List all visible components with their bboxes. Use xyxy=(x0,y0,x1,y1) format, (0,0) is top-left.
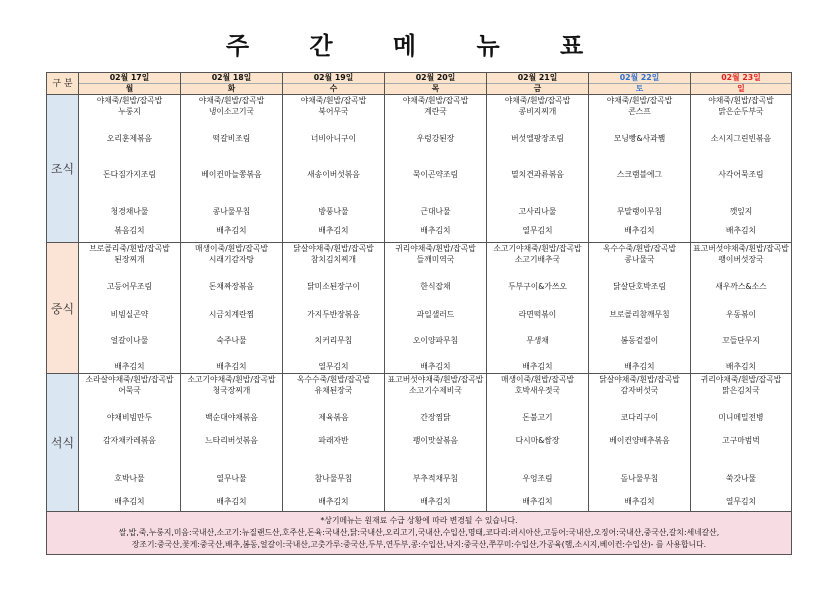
menu-item: 떡갈비조림 xyxy=(212,134,251,143)
menu-item: 방풍나물 xyxy=(318,207,349,216)
menu-item: 야채죽/흰밥/잡곡밥 xyxy=(96,96,163,105)
menu-item: 라면떡볶이 xyxy=(518,310,557,319)
menu-item: 배추김치 xyxy=(420,226,451,235)
menu-cell xyxy=(283,374,385,512)
menu-item: 야채죽/흰밥/잡곡밥 xyxy=(708,96,774,105)
menu-item: 귀리야채죽/흰밥/잡곡밥 xyxy=(700,375,782,384)
day-header-5 xyxy=(589,73,691,95)
menu-item: 소고기수제비국 xyxy=(409,386,462,395)
menu-item: 제육볶음 xyxy=(318,413,349,422)
day-date: 02월 19일 xyxy=(313,73,354,82)
menu-item: 무생채 xyxy=(526,336,549,345)
menu-item: 귀리야채죽/흰밥/잡곡밥 xyxy=(395,244,476,253)
menu-item: 쑥갓나물 xyxy=(725,474,757,483)
menu-cell xyxy=(589,95,691,243)
menu-item: 가지두반장볶음 xyxy=(307,310,360,319)
menu-item: 배추김치 xyxy=(420,362,451,371)
menu-item: 배추김치 xyxy=(624,226,655,235)
menu-item: 한식잡채 xyxy=(420,282,451,291)
menu-item: 청경채나물 xyxy=(110,207,149,216)
day-of-week: 목 xyxy=(385,83,486,94)
menu-item: 새우까스&소스 xyxy=(715,282,767,291)
menu-cell xyxy=(691,374,792,512)
day-date: 02월 18일 xyxy=(211,73,252,82)
menu-item: 브로콜리참깨무침 xyxy=(609,310,670,319)
menu-item: 돈불고기 xyxy=(522,413,553,422)
menu-item: 냉이소고기국 xyxy=(208,107,255,116)
menu-cell xyxy=(487,374,589,512)
menu-item: 비빔실곤약 xyxy=(110,310,149,319)
menu-item: 배추김치 xyxy=(522,362,553,371)
menu-item: 버섯엘팡장조림 xyxy=(511,134,564,143)
menu-item: 봄동겉절이 xyxy=(620,336,659,345)
menu-cell xyxy=(385,243,487,374)
menu-item: 소라살야채죽/흰밥/잡곡밥 xyxy=(85,375,174,384)
menu-item: 청국장찌개 xyxy=(212,386,251,395)
menu-item: 모닝빵&사과쨈 xyxy=(613,134,666,143)
menu-cell xyxy=(283,95,385,243)
menu-item: 돌나물무침 xyxy=(620,474,659,483)
menu-item: 코다리구이 xyxy=(620,413,659,422)
menu-item: 표고버섯야채죽/흰밥/잡곡밥 xyxy=(387,375,484,384)
menu-item: 배추김치 xyxy=(114,362,145,371)
menu-item: 열무나물 xyxy=(216,474,247,483)
day-date: 02월 22일 xyxy=(619,73,660,82)
menu-item: 배추김치 xyxy=(624,497,655,506)
menu-item: 돈다짐가지조림 xyxy=(103,170,156,179)
day-of-week: 화 xyxy=(181,83,282,94)
menu-item: 어묵국 xyxy=(118,386,141,395)
footer-note xyxy=(47,512,792,555)
menu-item: 배추김치 xyxy=(420,497,451,506)
menu-item: 배추김치 xyxy=(725,362,757,371)
menu-item: 열무김치 xyxy=(318,362,349,371)
menu-item: 야채죽/흰밥/잡곡밥 xyxy=(198,96,265,105)
menu-item: 매생이죽/흰밥/잡곡밥 xyxy=(194,244,269,253)
day-header-2 xyxy=(283,73,385,95)
menu-item: 콩나물무침 xyxy=(212,207,251,216)
footer-line-1: *상기메뉴는 원재료 수급 상황에 따라 변경될 수 있습니다. xyxy=(320,516,518,525)
day-header-4 xyxy=(487,73,589,95)
menu-cell xyxy=(691,95,792,243)
meal-row-2 xyxy=(47,374,792,512)
menu-item: 배추김치 xyxy=(216,362,247,371)
menu-item: 감자버섯국 xyxy=(620,386,659,395)
menu-item: 미니메밀전병 xyxy=(718,413,764,422)
menu-item: 배추김치 xyxy=(216,497,247,506)
day-of-week: 일 xyxy=(691,83,791,94)
meal-label: 석식 xyxy=(47,374,79,512)
menu-cell xyxy=(385,95,487,243)
menu-cell xyxy=(181,95,283,243)
day-of-week: 금 xyxy=(487,83,588,94)
menu-item: 소고기야채죽/흰밥/잡곡밥 xyxy=(187,375,276,384)
menu-item: 배추김치 xyxy=(624,362,655,371)
menu-item: 다시마&쌈장 xyxy=(515,436,560,445)
meal-label: 중식 xyxy=(47,243,79,374)
menu-item: 브로콜리죽/흰밥/잡곡밥 xyxy=(89,244,170,253)
menu-item: 계란국 xyxy=(424,107,447,116)
menu-item: 백순대야채볶음 xyxy=(205,413,258,422)
menu-item: 너비아니구이 xyxy=(310,134,357,143)
header-row xyxy=(47,73,792,95)
menu-item: 소시지그린빈볶음 xyxy=(710,134,772,143)
menu-item: 근대나물 xyxy=(420,207,451,216)
menu-item: 콩나물국 xyxy=(624,255,655,264)
menu-item: 묵이곤약조림 xyxy=(412,170,459,179)
day-of-week: 월 xyxy=(79,83,180,94)
menu-item: 팽이맛살볶음 xyxy=(412,436,459,445)
menu-cell xyxy=(487,243,589,374)
menu-item: 옥수수죽/흰밥/잡곡밥 xyxy=(296,375,371,384)
menu-item: 고사리나물 xyxy=(518,207,557,216)
menu-item: 치커리무침 xyxy=(314,336,353,345)
category-header: 구 분 xyxy=(47,73,79,95)
footer-row xyxy=(47,512,792,555)
menu-item: 참치김치찌개 xyxy=(310,255,357,264)
menu-item: 소고기배추국 xyxy=(514,255,561,264)
menu-item: 된장찌개 xyxy=(114,255,145,264)
menu-item: 느타리버섯볶음 xyxy=(205,436,258,445)
menu-item: 열무김치 xyxy=(522,226,553,235)
menu-item: 호박새우젓국 xyxy=(514,386,561,395)
meal-row-1 xyxy=(47,243,792,374)
menu-item: 깻잎지 xyxy=(729,207,753,216)
meal-row-0 xyxy=(47,95,792,243)
menu-item: 꼬들단무지 xyxy=(722,336,760,345)
menu-item: 파래자반 xyxy=(318,436,349,445)
menu-item: 배추김치 xyxy=(318,497,349,506)
menu-item: 표고버섯야채죽/흰밥/잡곡밥 xyxy=(693,244,789,253)
menu-item: 배추김치 xyxy=(522,497,553,506)
menu-cell xyxy=(79,95,181,243)
menu-item: 숙주나물 xyxy=(216,336,247,345)
day-date: 02월 20일 xyxy=(415,73,456,82)
menu-item: 오리훈제볶음 xyxy=(106,134,153,143)
day-date: 02월 17일 xyxy=(109,73,150,82)
day-date: 02월 23일 xyxy=(721,73,761,82)
menu-item: 닭살야채죽/흰밥/잡곡밥 xyxy=(293,244,374,253)
footer-line-2: 쌀,밥,죽,누룽지,미음:국내산,소고기:뉴질랜드산,호주산,돈육:국내산,닭:국내산,오리고기,국내산,수입산,명태,코다리:러시아산,고등어:국내산,오징어:국내산,중국산,갈치:세네갈산, xyxy=(118,528,720,537)
menu-item: 우동볶이 xyxy=(725,310,757,319)
menu-cell xyxy=(79,374,181,512)
menu-item: 고등어무조림 xyxy=(106,282,153,291)
day-header-0 xyxy=(79,73,181,95)
menu-item: 콩비지찌개 xyxy=(518,107,557,116)
menu-item: 야채비빔만두 xyxy=(106,413,153,422)
day-header-3 xyxy=(385,73,487,95)
menu-item: 고구마범벅 xyxy=(722,436,760,445)
menu-item: 시금치계란찜 xyxy=(208,310,255,319)
menu-item: 부추적채무침 xyxy=(412,474,459,483)
menu-item: 오이양파무침 xyxy=(412,336,459,345)
menu-item: 사각어묵조림 xyxy=(718,170,764,179)
menu-item: 시래기감자탕 xyxy=(208,255,255,264)
menu-item: 새송이버섯볶음 xyxy=(307,170,360,179)
menu-item: 맑은순두부국 xyxy=(718,107,764,116)
day-of-week: 토 xyxy=(589,83,690,94)
menu-item: 베이컨양배추볶음 xyxy=(609,436,670,445)
menu-cell xyxy=(691,243,792,374)
menu-item: 북어무국 xyxy=(318,107,349,116)
menu-item: 유채된장국 xyxy=(314,386,353,395)
menu-item: 베이컨마늘쫑볶음 xyxy=(201,170,262,179)
day-header-6 xyxy=(691,73,792,95)
menu-item: 두부구이&가쓰오 xyxy=(508,282,567,291)
menu-cell xyxy=(487,95,589,243)
menu-item: 호박나물 xyxy=(114,474,145,483)
day-of-week: 수 xyxy=(283,83,384,94)
menu-item: 누룽지 xyxy=(118,107,141,116)
menu-item: 배추김치 xyxy=(725,226,757,235)
menu-cell xyxy=(181,243,283,374)
menu-cell xyxy=(79,243,181,374)
menu-item: 볶음김치 xyxy=(114,226,145,235)
menu-cell xyxy=(283,243,385,374)
menu-item: 배추김치 xyxy=(216,226,247,235)
menu-item: 야채죽/흰밥/잡곡밥 xyxy=(606,96,673,105)
menu-item: 감자채카레볶음 xyxy=(103,436,156,445)
menu-item: 무말랭이무침 xyxy=(616,207,663,216)
page-title: 주 간 메 뉴 표 xyxy=(225,32,610,60)
menu-item: 우렁강된장 xyxy=(416,134,455,143)
menu-item: 매생이죽/흰밥/잡곡밥 xyxy=(500,375,575,384)
meal-label: 조식 xyxy=(47,95,79,243)
menu-item: 얼갈이나물 xyxy=(110,336,149,345)
menu-item: 야채죽/흰밥/잡곡밥 xyxy=(504,96,571,105)
footer-line-3: 장조기:중국산,꽃게:중국산,배추,봄동,얼갈이:국내산,고춧가루:중국산,두부,연두부,콩:수입산,낙지:중국산,쭈꾸미:수입산,가공육(햄,소시지,베이컨:수입산)- 를 사용합니다. xyxy=(131,540,707,549)
menu-item: 과일샐러드 xyxy=(416,310,455,319)
menu-item: 콘스프 xyxy=(628,107,651,116)
weekly-menu-table xyxy=(46,72,792,555)
menu-item: 옥수수죽/흰밥/잡곡밥 xyxy=(602,244,677,253)
menu-item: 닭살야채죽/흰밥/잡곡밥 xyxy=(599,375,680,384)
menu-item: 돈채짜장볶음 xyxy=(208,282,255,291)
menu-cell xyxy=(181,374,283,512)
menu-cell xyxy=(385,374,487,512)
menu-item: 간장찜닭 xyxy=(420,413,451,422)
menu-cell xyxy=(589,374,691,512)
menu-item: 멸치견과류볶음 xyxy=(511,170,564,179)
menu-item: 스크램블에그 xyxy=(616,170,663,179)
menu-item: 닭미소된장구이 xyxy=(307,282,360,291)
menu-item: 들깨미역국 xyxy=(416,255,455,264)
menu-cell xyxy=(589,243,691,374)
menu-item: 닭살단호박조림 xyxy=(613,282,666,291)
menu-item: 팽이버섯장국 xyxy=(718,255,764,264)
menu-item: 소고기야채죽/흰밥/잡곡밥 xyxy=(493,244,582,253)
menu-item: 열무김치 xyxy=(725,497,757,506)
menu-item: 야채죽/흰밥/잡곡밥 xyxy=(300,96,367,105)
menu-item: 배추김치 xyxy=(318,226,349,235)
menu-item: 참나물무침 xyxy=(314,474,353,483)
menu-item: 맑은김치국 xyxy=(722,386,760,395)
menu-item: 야채죽/흰밥/잡곡밥 xyxy=(402,96,469,105)
menu-item: 우엉조림 xyxy=(522,474,553,483)
menu-item: 배추김치 xyxy=(114,497,145,506)
day-header-1 xyxy=(181,73,283,95)
day-date: 02월 21일 xyxy=(517,73,558,82)
